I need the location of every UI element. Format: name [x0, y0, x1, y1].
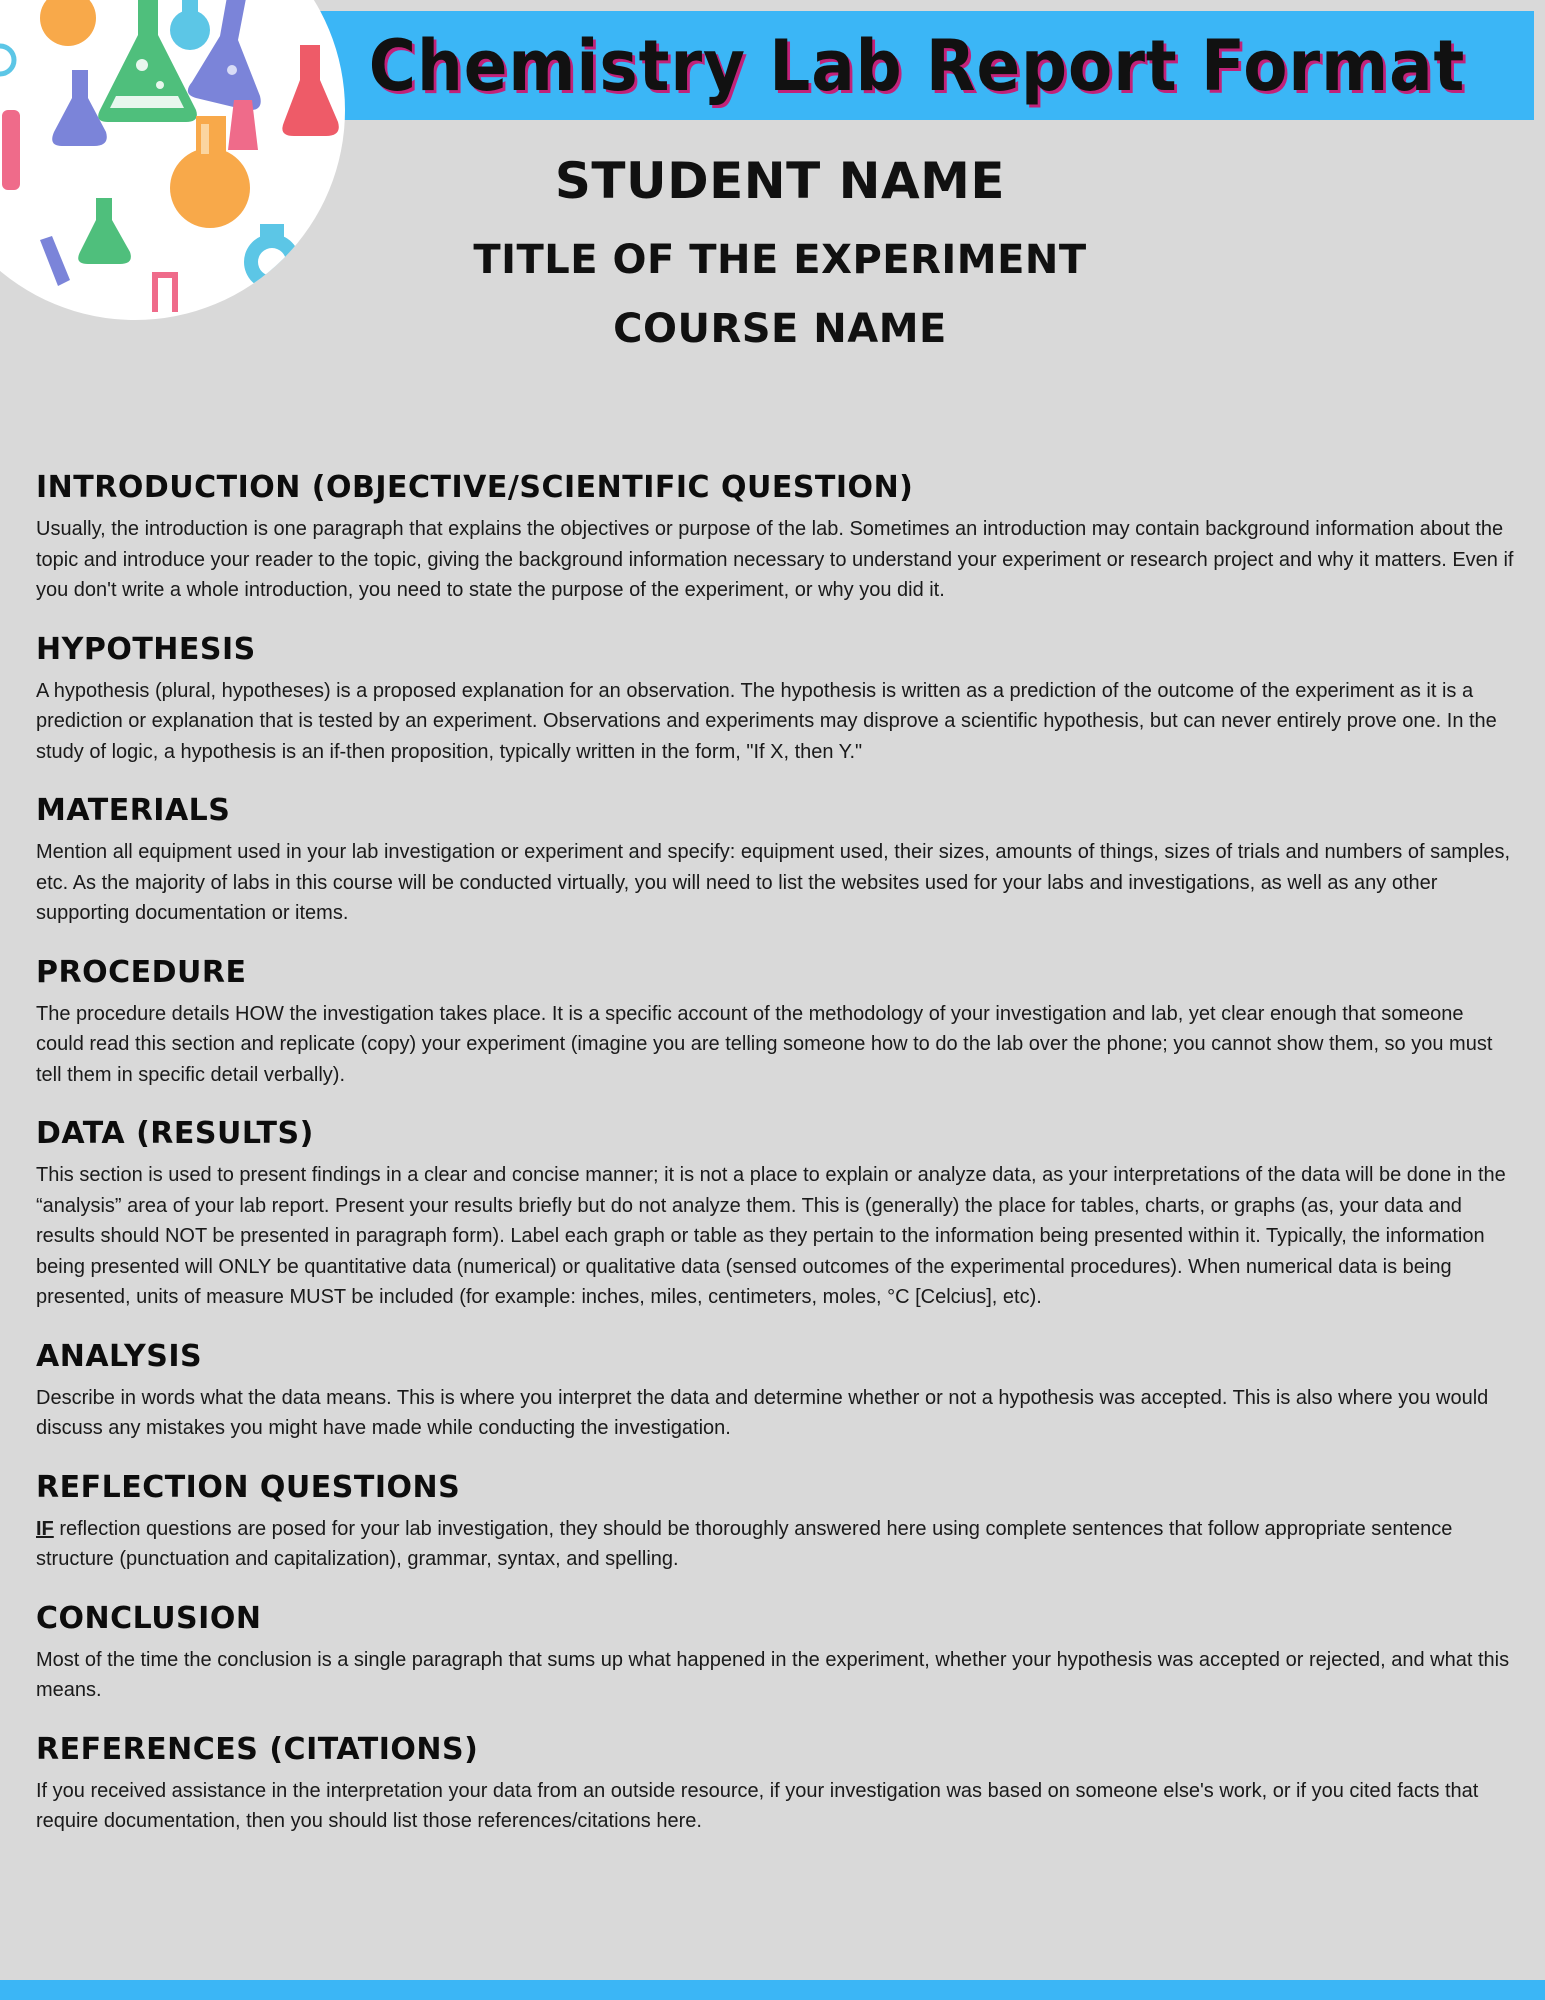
section-data-results: [36, 1116, 1516, 1313]
section-body: Most of the time the conclusion is a single paragraph that sums up what happened in the experiment, whether your hypothesis was accepted or rejected, and what this means.: [36, 1648, 1510, 1701]
pink-test-tube-icon: [2, 110, 20, 190]
section-heading: DATA (RESULTS): [36, 1116, 314, 1151]
page-title: Chemistry Lab Report Format: [368, 24, 1466, 107]
report-sections: [36, 470, 1516, 1863]
experiment-title: TITLE OF THE EXPERIMENT: [473, 237, 1087, 283]
section-introduction: [36, 470, 1516, 606]
section-heading: MATERIALS: [36, 793, 231, 828]
section-body: If you received assistance in the interpretation your data from an outside resource, if your investigation was based on someone else's work, or if you cited facts that require documentation, then you should list those references/citations here.: [36, 1779, 1479, 1832]
section-heading: REFLECTION QUESTIONS: [36, 1469, 461, 1505]
section-body: [36, 1514, 1516, 1575]
lab-flasks-illustration: [0, 0, 350, 340]
section-heading: REFERENCES (CITATIONS): [36, 1731, 479, 1767]
section-body: The procedure details HOW the investigation takes place. It is a specific account of the methodology of your investigation and lab, yet clear enough that someone could read this section and replicate (copy) your experiment (imagine you are telling someone how to do the lab over the phone; you cannot show them, so you must tell them in specific detail verbally).: [36, 1002, 1493, 1086]
section-body: Mention all equipment used in your lab investigation or experiment and specify: equipment used, their sizes, amounts of things, sizes of trials and numbers of samples, etc. As the majority of labs in this course will be conducted virtually, you will need to list the websites used for your labs and investigations, as well as any other supporting documentation or items.: [36, 841, 1511, 924]
section-body-text: reflection questions are posed for your lab investigation, they should be thoroughly answered here using complete sentences that follow appropriate sentence structure (punctuation and capitalization), grammar, syntax, and spelling.: [36, 1517, 1453, 1570]
red-tube-icon: [152, 272, 178, 312]
section-references: [36, 1732, 1516, 1837]
section-conclusion: [36, 1601, 1516, 1706]
section-heading: CONCLUSION: [36, 1600, 262, 1636]
section-reflection-questions: [36, 1470, 1516, 1575]
section-hypothesis: [36, 632, 1516, 768]
section-body: Usually, the introduction is one paragraph that explains the objectives or purpose of the lab. Sometimes an introduction may contain background information about the topic and introduce your reader to the topic, giving the background information necessary to understand your experiment or research project and why it matters. Even if you don't write a whole introduction, you need to state the purpose of the experiment, or why you did it.: [36, 518, 1514, 601]
section-procedure: [36, 955, 1516, 1091]
course-name: COURSE NAME: [613, 306, 947, 352]
section-heading: INTRODUCTION (OBJECTIVE/SCIENTIFIC QUESTION): [36, 470, 914, 505]
section-heading: PROCEDURE: [36, 954, 247, 990]
section-materials: [36, 793, 1516, 929]
section-heading: HYPOTHESIS: [36, 631, 256, 667]
section-body: Describe in words what the data means. This is where you interpret the data and determine whether or not a hypothesis was accepted. This is also where you would discuss any mistakes you might have made while conducting the investigation.: [36, 1386, 1489, 1439]
section-heading: ANALYSIS: [36, 1338, 203, 1374]
section-body: A hypothesis (plural, hypotheses) is a proposed explanation for an observation. The hypothesis is written as a prediction of the outcome of the experiment as it is a prediction or explanation that is tested by an experiment. Observations and experiments may disprove a scientific hypothesis, but can never entirely prove one. In the study of logic, a hypothesis is an if-then proposition, typically written in the form, "If X, then Y.": [36, 679, 1497, 763]
section-body: This section is used to present findings in a clear and concise manner; it is not a place to explain or analyze data, as your interpretations of the data will be done in the “analysis” area of your lab report. Present your results briefly but do not analyze them. This is (generally) the place for tables, charts, or graphs (as, your data and results should NOT be presented in paragraph form). Label each graph or table as they pertain to the information being presented within it. Typically, the information being presented will ONLY be quantitative data (numerical) or qualitative data (sensed outcomes of the experimental procedures). When numerical data is being presented, units of measure MUST be included (for example: inches, miles, centimeters, moles, °C [Celcius], etc).: [36, 1164, 1506, 1308]
section-analysis: [36, 1339, 1516, 1444]
footer-bar: [0, 1980, 1545, 2000]
emphasis-if: IF: [36, 1517, 54, 1540]
student-name: STUDENT NAME: [554, 152, 1006, 210]
